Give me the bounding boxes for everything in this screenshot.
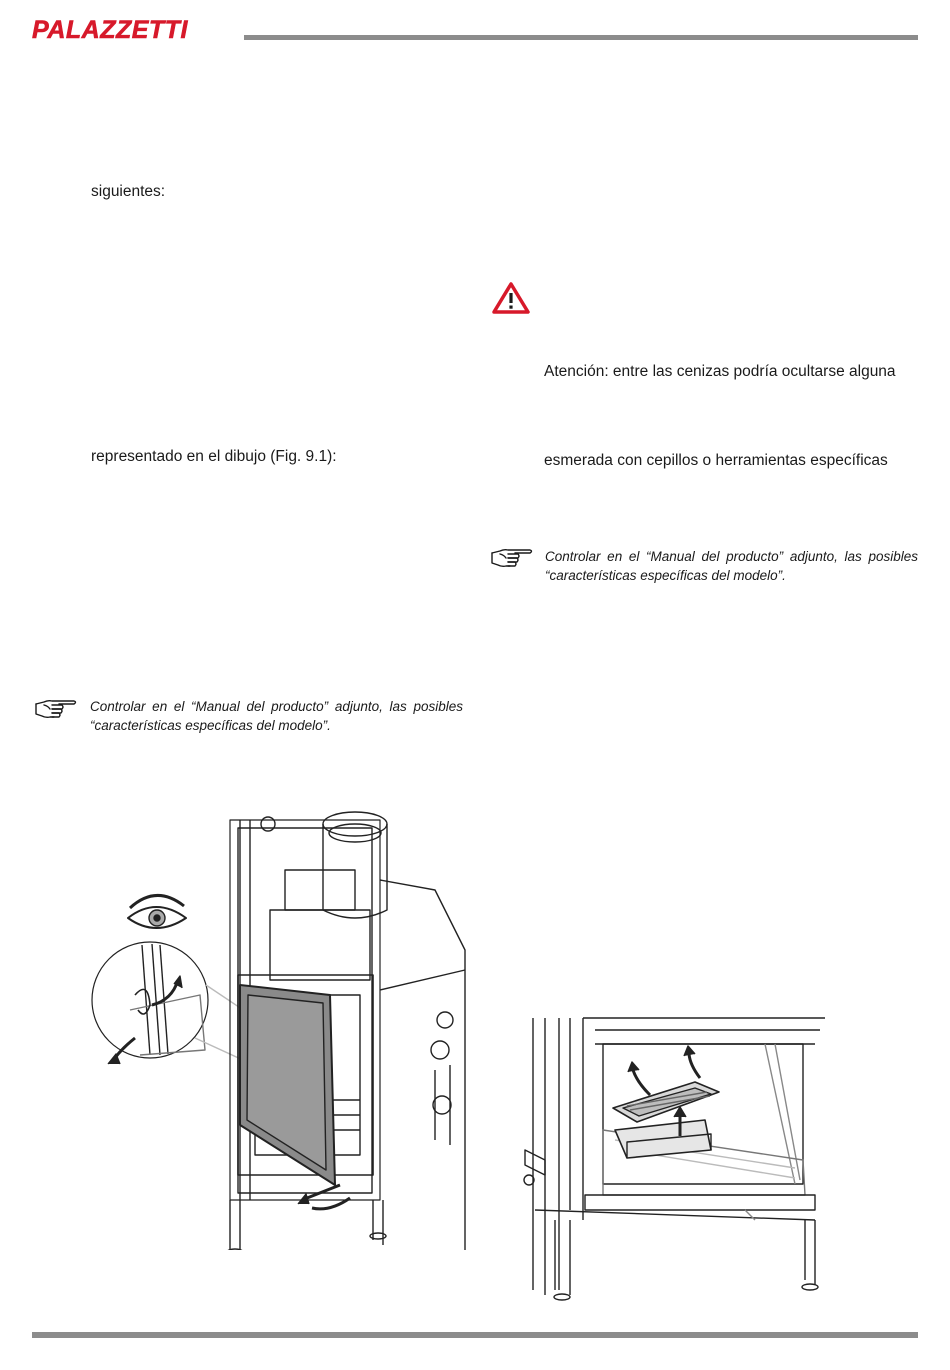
fireplace-door-illustration bbox=[90, 800, 470, 1255]
header-rule bbox=[244, 35, 918, 40]
right-note: Controlar en el “Manual del producto” adjunto, las posibles “características específicas del modelo”. bbox=[545, 549, 918, 583]
ash-tray-illustration bbox=[515, 1010, 835, 1315]
warning-triangle-icon bbox=[491, 281, 531, 320]
brand-logo: PALAZZETTI bbox=[32, 16, 188, 44]
left-text-1: siguientes: bbox=[91, 183, 166, 200]
left-text-2: representado en el dibujo (Fig. 9.1): bbox=[91, 448, 337, 465]
right-text-2: esmerada con cepillos o herramientas específicas bbox=[544, 452, 888, 469]
left-note: Controlar en el “Manual del producto” adjunto, las posibles “características específicas del modelo”. bbox=[90, 699, 463, 733]
eye-icon bbox=[128, 895, 186, 928]
right-text-1: Atención: entre las cenizas podría ocultarse alguna bbox=[544, 363, 896, 380]
pointing-hand-icon bbox=[490, 546, 534, 575]
pointing-hand-icon bbox=[34, 697, 78, 726]
footer-rule bbox=[32, 1332, 918, 1338]
